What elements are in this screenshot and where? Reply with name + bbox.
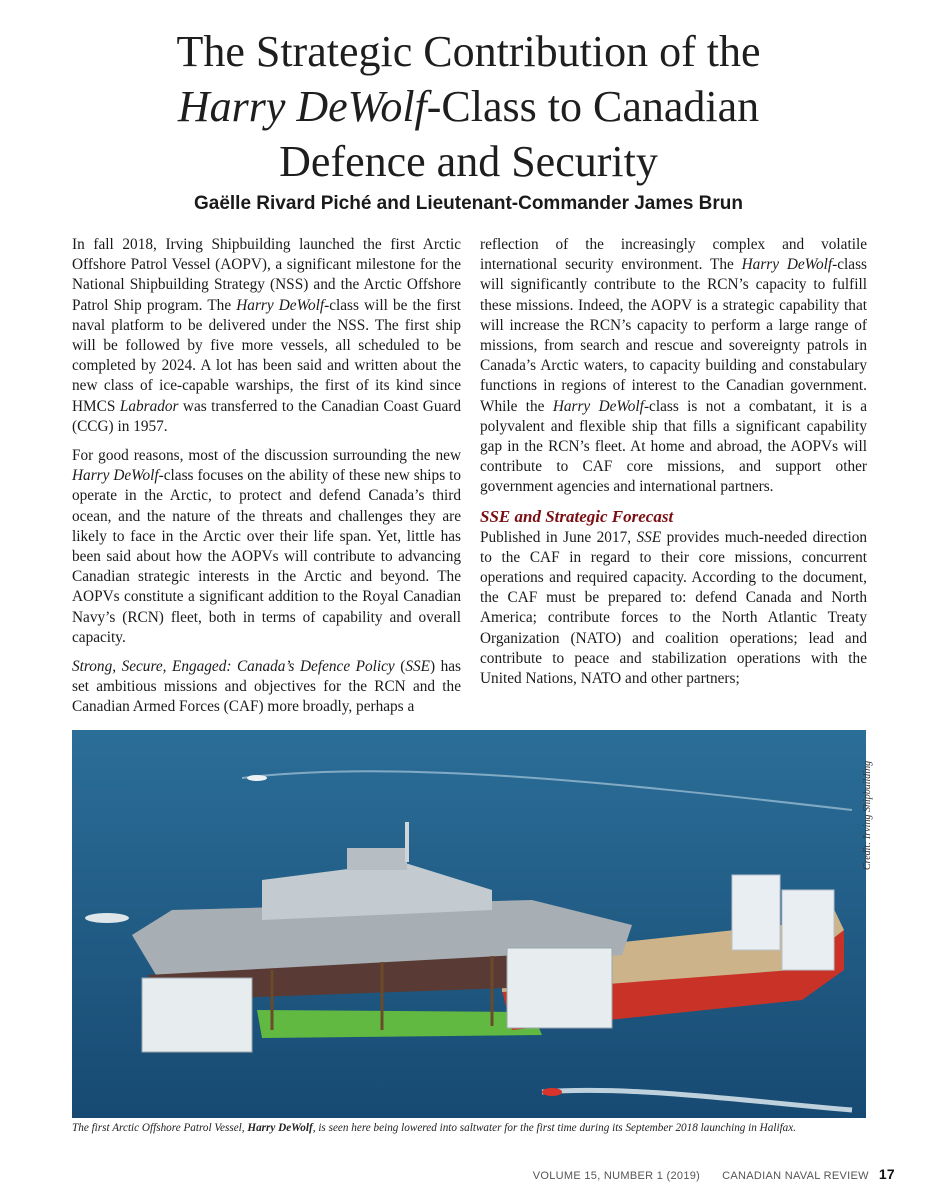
left-column [72, 235, 461, 727]
footer-journal: CANADIAN NAVAL REVIEW [722, 1170, 869, 1182]
page-footer [533, 1166, 895, 1182]
title-line-1: The Strategic Contribution of the [176, 27, 761, 76]
title-line-2-rest: -Class to Canadian [426, 82, 760, 131]
paragraph-2: For good reasons, most of the discussion surrounding the new Harry DeWolf-class focuses on the ability of these new ships to operate in the Arctic, to protect and defend Canada’s third ocean, and the nature of the threats and challenges they are likely to face in the Arctic over their life span. Yet, little has been said about how the AOPVs will contribute to advancing Canadian strategic interests in the Arctic and beyond. The AOPVs constitute a significant addition to the Royal Canadian Navy’s (RCN) fleet, both in terms of capability and overall capacity. [72, 447, 461, 646]
paragraph-3: Strong, Secure, Engaged: Canada’s Defence Policy (SSE) has set ambitious missions and objectives for the RCN and the Canadian Armed Forces (CAF) more broadly, perhaps a [72, 658, 462, 716]
article-title [40, 24, 897, 189]
article-authors: Gaëlle Rivard Piché and Lieutenant-Commander James Brun [193, 193, 744, 214]
paragraph-1: In fall 2018, Irving Shipbuilding launched the first Arctic Offshore Patrol Vessel (AOPV), a significant milestone for the National Shipbuilding Strategy (NSS) and the Arctic Offshore Patrol Ship program. The Harry DeWolf-class will be the first naval platform to be delivered under the NSS. The first ship will be followed by five more vessels, all scheduled to be completed by 2024. A lot has been said and written about the new class of ice-capable warships, the first of its kind since HMCS Labrador was transferred to the Canadian Coast Guard (CCG) in 1957. [72, 236, 462, 435]
right-column [480, 235, 867, 698]
pontoon-left [142, 978, 252, 1052]
paragraph-4: reflection of the increasingly complex and volatile international security environment. The Harry DeWolf-class will significantly contribute to the RCN’s capacity to fulfill these missions. Indeed, the AOPV is a strategic capability that will increase the RCN’s capacity to perform a large range of missions, from search and rescue and sovereignty patrols in Canada’s Arctic waters, to capacity building and constabulary functions in regions of interest to the Canadian government. While the Harry DeWolf-class is not a combatant, it is a polyvalent and flexible ship that fills a significant capability gap in the RCN’s fleet. At home and abroad, the AOPVs will contribute to CAF core missions, and support other government agencies and international partners. [480, 236, 867, 496]
page-number: 17 [878, 1166, 895, 1182]
title-line-3: Defence and Security [279, 137, 658, 186]
title-ship-name: Harry DeWolf [177, 82, 427, 131]
footer-volume: VOLUME 15, NUMBER 1 (2019) [532, 1170, 701, 1182]
ship-illustration [72, 730, 866, 1118]
rescue-boat [542, 1088, 562, 1096]
title-line-2 [40, 79, 897, 134]
section-subheading: SSE and Strategic Forecast [480, 506, 674, 526]
tug-boat [85, 913, 129, 923]
pontoon-right [507, 948, 612, 1028]
paragraph-5: Published in June 2017, SSE provides much-needed direction to the CAF in regard to their core missions, concurrent operations and required capacity. According to the document, the CAF must be prepared to: defend Canada and North America; contribute forces to the North Atlantic Treaty Organization (NATO) and coalition operations; lead and contribute to peace and stabilization operations with the United Nations, NATO and other partners; [480, 528, 867, 688]
photo-credit: Credit: Irving Shipbuilding [862, 760, 873, 870]
photo-caption: The first Arctic Offshore Patrol Vessel, Harry DeWolf, is seen here being lowered into saltwater for the first time during its September 2018 launching in Halifax. [72, 1122, 797, 1134]
ship-launch-photo [72, 730, 866, 1118]
